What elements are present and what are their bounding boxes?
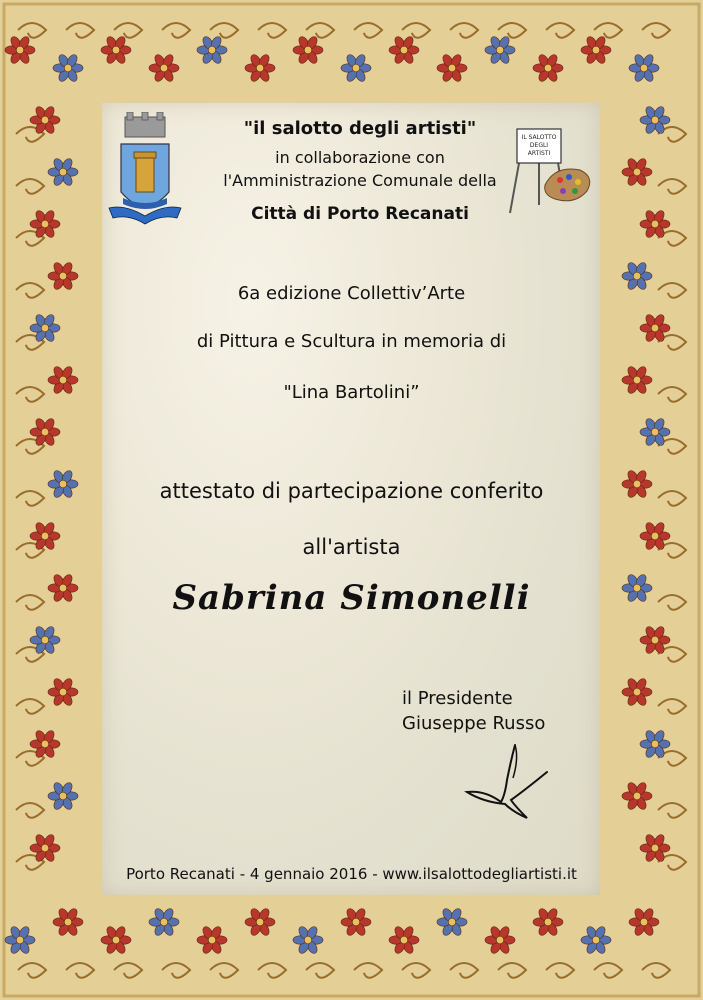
association-title: "il salotto degli artisti" — [243, 118, 477, 139]
collaboration-line: in collaborazione con — [275, 148, 445, 167]
svg-text:DEGLI: DEGLI — [529, 142, 549, 149]
certificate-statement: attestato di partecipazione conferito — [159, 479, 544, 503]
crest-icon — [105, 112, 185, 232]
honoree-name: "Lina Bartolini” — [283, 382, 420, 403]
recipient-intro: all'artista — [302, 535, 401, 559]
svg-text:IL SALOTTO: IL SALOTTO — [521, 134, 557, 141]
administration-line: l'Amministrazione Comunale della — [223, 171, 497, 190]
recipient-name: Sabrina Simonelli — [172, 578, 531, 618]
svg-text:ARTISTI: ARTISTI — [527, 150, 551, 157]
edition-line: 6a edizione Collettiv’Arte — [237, 283, 466, 304]
signature-icon — [455, 740, 555, 830]
city-name: Città di Porto Recanati — [251, 204, 469, 224]
footer-line: Porto Recanati - 4 gennaio 2016 - www.ilsalottodegliartisti.it — [126, 865, 577, 883]
signatory-role: il Presidente — [402, 688, 513, 709]
subject-line: di Pittura e Scultura in memoria di — [196, 331, 507, 352]
signatory-name: Giuseppe Russo — [402, 713, 546, 734]
